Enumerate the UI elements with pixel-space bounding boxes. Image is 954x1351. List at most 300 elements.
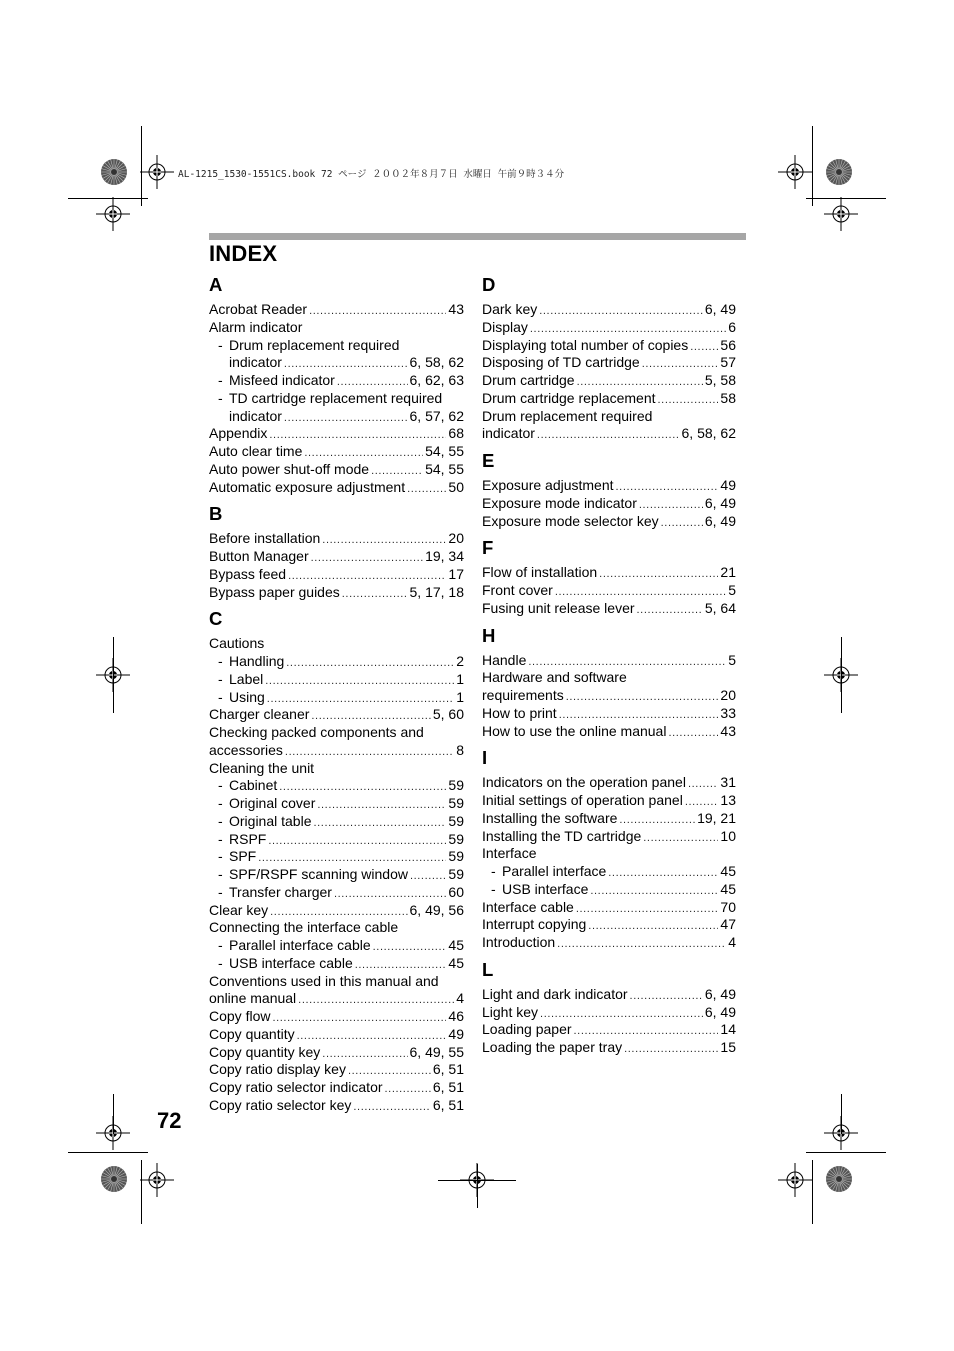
index-section: [209, 607, 464, 1114]
leader-dots: [624, 1041, 718, 1059]
index-entry: [482, 652, 736, 670]
entry-label: SPF/RSPF scanning window: [229, 866, 408, 882]
entry-label: Flow of installation: [482, 564, 598, 581]
registration-crosshair-icon: [140, 155, 174, 189]
index-entry: [209, 724, 464, 742]
entry-label: Transfer charger: [229, 883, 332, 900]
entry-label: Alarm indicator: [209, 318, 303, 335]
page-number: 72: [157, 1108, 182, 1133]
crop-line: [438, 1180, 516, 1181]
entry-label: Exposure mode indicator: [482, 494, 637, 511]
entry-label: Front cover: [482, 582, 553, 598]
index-entry: [209, 461, 464, 479]
entry-label: TD cartridge replacement required: [229, 389, 443, 406]
entry-label: Using: [229, 688, 265, 705]
index-entry: [209, 530, 464, 548]
index-subentry: [209, 813, 464, 831]
entry-label: Charger cleaner: [209, 706, 310, 723]
entry-label: Copy quantity: [209, 1025, 295, 1042]
index-subentry: [209, 831, 464, 849]
section-letter: E: [482, 450, 495, 471]
index-section: [209, 273, 464, 496]
index-subentry: [482, 881, 736, 899]
index-entry: [209, 479, 464, 497]
entry-dash: -: [218, 372, 223, 388]
leader-dots: [353, 1099, 430, 1117]
leader-dots: [688, 776, 718, 794]
index-entry: [209, 1097, 464, 1115]
index-section: [209, 502, 464, 601]
entry-pages: 57: [720, 354, 736, 371]
registration-crosshair-icon: [778, 155, 812, 189]
entry-pages: 20: [720, 687, 736, 703]
crop-line: [141, 126, 142, 206]
crop-line: [68, 198, 148, 199]
index-entry: [482, 390, 736, 408]
section-letter: B: [209, 503, 223, 525]
entry-pages: 59: [448, 866, 464, 882]
entry-label: Handle: [482, 651, 527, 668]
entry-label: Copy quantity key: [209, 1043, 321, 1060]
entry-pages: 6, 49: [704, 1003, 736, 1020]
entry-pages: 6, 51: [432, 1079, 464, 1095]
index-entry: [482, 582, 736, 600]
page-title: INDEX: [209, 241, 278, 266]
index-entry: [209, 990, 464, 1008]
index-subentry: [209, 777, 464, 795]
index-entry: [209, 1008, 464, 1026]
entry-label: Interface cable: [482, 898, 574, 915]
index-section: [482, 536, 736, 617]
entry-pages: 47: [720, 916, 736, 933]
entry-pages: 49: [448, 1025, 464, 1042]
index-entry: [482, 986, 736, 1004]
index-entry: [482, 600, 736, 618]
entry-dash: -: [218, 848, 223, 865]
index-subentry: [209, 390, 464, 408]
leader-dots: [630, 988, 703, 1006]
entry-pages: 46: [448, 1008, 464, 1024]
entry-label: Acrobat Reader: [209, 301, 308, 317]
entry-label: Cautions: [209, 635, 265, 652]
index-entry: [482, 687, 736, 705]
registration-starburst-icon: [100, 1165, 128, 1193]
registration-crosshair-icon: [778, 1163, 812, 1197]
entry-label: Introduction: [482, 934, 556, 950]
entry-label: Initial settings of operation panel: [482, 792, 683, 808]
entry-label: How to print: [482, 704, 557, 721]
entry-label: Cabinet: [229, 777, 278, 794]
index-subentry: [209, 866, 464, 884]
index-entry: [209, 1061, 464, 1079]
crop-line: [806, 198, 886, 199]
index-entry: [209, 566, 464, 584]
leader-dots: [268, 833, 446, 851]
leader-dots: [690, 339, 718, 357]
entry-label: accessories: [209, 741, 283, 758]
entry-pages: 6, 51: [432, 1061, 464, 1078]
entry-dash: -: [218, 795, 223, 811]
crop-line: [812, 126, 813, 206]
crop-line: [806, 1152, 886, 1153]
leader-dots: [576, 901, 719, 919]
entry-label: Copy ratio selector key: [209, 1096, 352, 1113]
leader-dots: [661, 515, 703, 533]
entry-label: Dark key: [482, 301, 538, 317]
index-entry: [209, 425, 464, 443]
entry-pages: 17: [448, 565, 464, 582]
index-entry: [482, 934, 736, 952]
entry-pages: 54, 55: [425, 443, 464, 459]
index-entry: [209, 760, 464, 778]
index-subentry: [209, 689, 464, 707]
entry-pages: 58: [720, 389, 736, 406]
entry-label: Original table: [229, 812, 312, 829]
entry-label: requirements: [482, 687, 564, 703]
entry-pages: 19, 21: [697, 809, 736, 826]
index-entry: [482, 1004, 736, 1022]
leader-dots: [643, 830, 718, 848]
index-entry: [482, 828, 736, 846]
entry-label: Checking packed components and: [209, 724, 424, 740]
entry-label: Fusing unit release lever: [482, 599, 635, 616]
entry-label: Indicators on the operation panel: [482, 774, 686, 791]
entry-pages: 1: [456, 688, 464, 705]
section-letter: A: [209, 274, 223, 295]
entry-label: indicator: [482, 425, 535, 442]
title-rule: [209, 233, 746, 240]
index-entry: [482, 1021, 736, 1039]
entry-label: Displaying total number of copies: [482, 336, 689, 353]
entry-pages: 1: [456, 670, 464, 687]
leader-dots: [668, 725, 718, 743]
leader-dots: [317, 797, 446, 815]
index-subentry: [482, 863, 736, 881]
index-entry: [482, 319, 736, 337]
entry-pages: 60: [448, 883, 464, 900]
index-subentry: [209, 795, 464, 813]
index-entry: [482, 845, 736, 863]
index-entry: [482, 669, 736, 687]
leader-dots: [590, 883, 718, 901]
index-entry: [482, 477, 736, 495]
entry-pages: 43: [448, 301, 464, 317]
entry-pages: 50: [448, 478, 464, 495]
entry-dash: -: [218, 812, 223, 829]
entry-label: Clear key: [209, 901, 269, 918]
leader-dots: [407, 481, 446, 499]
entry-label: Parallel interface cable: [229, 937, 371, 953]
index-entry: [209, 319, 464, 337]
entry-dash: -: [218, 336, 223, 353]
leader-dots: [608, 865, 718, 883]
leader-dots: [566, 689, 719, 707]
registration-starburst-icon: [825, 1165, 853, 1193]
entry-pages: 33: [720, 704, 736, 721]
entry-label: Original cover: [229, 795, 316, 811]
entry-label: Bypass paper guides: [209, 583, 340, 600]
index-section: [482, 624, 736, 741]
entry-label: Bypass feed: [209, 565, 287, 582]
entry-pages: 45: [448, 954, 464, 971]
index-subentry: [209, 671, 464, 689]
leader-dots: [410, 868, 446, 886]
index-entry: [209, 584, 464, 602]
entry-label: Parallel interface: [502, 863, 607, 879]
entry-label: Copy flow: [209, 1008, 271, 1024]
leader-dots: [637, 602, 703, 620]
index-entry: [209, 1044, 464, 1062]
entry-pages: 2: [456, 653, 464, 669]
entry-label: How to use the online manual: [482, 722, 667, 739]
index-entry: [482, 301, 736, 319]
crop-line: [841, 1094, 842, 1134]
entry-pages: 21: [720, 564, 736, 581]
entry-label: Exposure adjustment: [482, 477, 614, 493]
entry-dash: -: [218, 688, 223, 705]
index-section: [482, 273, 736, 443]
entry-pages: 8: [456, 741, 464, 758]
entry-pages: 13: [720, 792, 736, 808]
entry-pages: 6, 49: [704, 494, 736, 511]
entry-pages: 6, 51: [432, 1096, 464, 1113]
entry-label: indicator: [229, 354, 282, 371]
entry-pages: 45: [448, 937, 464, 953]
index-entry: [209, 919, 464, 937]
index-entry: [482, 810, 736, 828]
entry-label: Installing the TD cartridge: [482, 827, 642, 844]
registration-crosshair-icon: [140, 1163, 174, 1197]
crop-line: [812, 1160, 813, 1224]
index-entry: [209, 706, 464, 724]
index-entry: [482, 899, 736, 917]
entry-dash: -: [218, 653, 223, 669]
entry-label: Loading paper: [482, 1021, 572, 1038]
section-letter: C: [209, 608, 223, 630]
section-letter: H: [482, 624, 496, 646]
index-section: [482, 449, 736, 530]
leader-dots: [284, 410, 408, 428]
entry-pages: 59: [448, 777, 464, 794]
entry-label: Interface: [482, 845, 537, 862]
entry-label: SPF: [229, 848, 257, 865]
leader-dots: [658, 392, 719, 410]
index-entry: [209, 443, 464, 461]
entry-pages: 6, 49, 56: [409, 901, 464, 918]
entry-pages: 59: [448, 812, 464, 829]
entry-pages: 5: [728, 582, 736, 598]
index-entry: [482, 425, 736, 443]
index-entry: [209, 354, 464, 372]
leader-dots: [373, 939, 447, 957]
entry-label: Misfeed indicator: [229, 372, 335, 388]
index-entry: [482, 354, 736, 372]
index-entry: [482, 564, 736, 582]
entry-dash: -: [218, 830, 223, 847]
entry-label: USB interface: [502, 880, 589, 897]
entry-pages: 6, 58, 62: [681, 425, 736, 442]
entry-pages: 4: [728, 934, 736, 950]
index-column-left: [209, 273, 464, 1121]
index-entry: [482, 792, 736, 810]
registration-starburst-icon: [100, 158, 128, 186]
crop-line: [841, 637, 842, 713]
index-subentry: [209, 848, 464, 866]
entry-label: Handling: [229, 653, 285, 669]
entry-pages: 20: [448, 530, 464, 547]
index-entry: [209, 635, 464, 653]
entry-pages: 59: [448, 848, 464, 865]
leader-dots: [265, 673, 454, 691]
entry-dash: -: [218, 389, 223, 406]
entry-label: Interrupt copying: [482, 916, 587, 933]
index-section: [482, 746, 736, 952]
section-letter: I: [482, 747, 488, 769]
entry-dash: -: [218, 954, 223, 971]
index-entry: [209, 902, 464, 920]
entry-label: Copy ratio selector indicator: [209, 1079, 383, 1095]
entry-pages: 5, 64: [704, 599, 736, 616]
index-entry: [482, 916, 736, 934]
index-entry: [482, 495, 736, 513]
index-subentry: [209, 372, 464, 390]
index-subentry: [209, 884, 464, 902]
entry-pages: 70: [720, 898, 736, 915]
entry-label: Drum replacement required: [482, 407, 653, 424]
index-subentry: [209, 337, 464, 355]
index-entry: [209, 973, 464, 991]
leader-dots: [311, 550, 423, 568]
entry-label: Appendix: [209, 425, 268, 442]
entry-pages: 59: [448, 795, 464, 811]
entry-pages: 6, 49: [704, 512, 736, 529]
entry-dash: -: [218, 777, 223, 794]
leader-dots: [314, 815, 447, 833]
index-entry: [209, 742, 464, 760]
entry-label: Before installation: [209, 530, 321, 547]
registration-crosshair-icon: [96, 197, 130, 231]
entry-pages: 14: [720, 1021, 736, 1038]
entry-label: Hardware and software: [482, 669, 627, 686]
entry-pages: 6, 57, 62: [409, 407, 464, 424]
entry-label: Light key: [482, 1003, 539, 1020]
leader-dots: [588, 918, 718, 936]
entry-label: Automatic exposure adjustment: [209, 478, 406, 495]
index-subentry: [209, 937, 464, 955]
entry-label: Loading the paper tray: [482, 1039, 623, 1055]
entry-pages: 10: [720, 827, 736, 844]
entry-pages: 6, 62, 63: [409, 372, 464, 388]
entry-label: Button Manager: [209, 548, 309, 564]
leader-dots: [537, 427, 680, 445]
entry-label: Copy ratio display key: [209, 1061, 346, 1078]
entry-label: online manual: [209, 990, 297, 1007]
entry-label: Auto power shut-off mode: [209, 460, 370, 477]
entry-pages: 5, 58: [704, 372, 736, 388]
entry-dash: -: [218, 866, 223, 882]
index-subentry: [209, 653, 464, 671]
leader-dots: [272, 1010, 446, 1028]
entry-pages: 68: [448, 425, 464, 442]
index-entry: [482, 723, 736, 741]
index-entry: [482, 408, 736, 426]
entry-label: Drum cartridge: [482, 372, 575, 388]
index-entry: [209, 408, 464, 426]
entry-pages: 5, 60: [432, 706, 464, 723]
entry-label: Connecting the interface cable: [209, 919, 399, 936]
entry-pages: 6, 49, 55: [409, 1043, 464, 1060]
leader-dots: [286, 655, 454, 673]
registration-crosshair-icon: [824, 197, 858, 231]
leader-dots: [385, 1081, 431, 1099]
index-entry: [482, 705, 736, 723]
entry-label: Cleaning the unit: [209, 759, 315, 776]
entry-pages: 19, 34: [425, 548, 464, 564]
entry-pages: 4: [456, 990, 464, 1007]
crop-line: [68, 1152, 148, 1153]
entry-pages: 49: [720, 477, 736, 493]
entry-dash: -: [218, 937, 223, 953]
entry-label: Disposing of TD cartridge: [482, 354, 640, 371]
entry-label: RSPF: [229, 830, 267, 847]
crop-line: [477, 1164, 478, 1208]
index-entry: [209, 301, 464, 319]
entry-pages: 5: [728, 651, 736, 668]
section-letter: D: [482, 274, 496, 295]
index-column-right: [482, 273, 736, 1063]
index-entry: [209, 548, 464, 566]
leader-dots: [557, 936, 726, 954]
entry-pages: 56: [720, 336, 736, 353]
index-entry: [482, 774, 736, 792]
index-entry: [482, 1039, 736, 1057]
index-entry: [482, 372, 736, 390]
crop-line: [113, 1094, 114, 1134]
entry-pages: 5, 17, 18: [409, 583, 464, 600]
entry-pages: 6, 49: [704, 301, 736, 317]
leader-dots: [309, 303, 446, 321]
index-entry: [482, 337, 736, 355]
crop-line: [141, 1160, 142, 1224]
entry-label: Conventions used in this manual and: [209, 972, 439, 989]
entry-label: Label: [229, 670, 264, 687]
entry-pages: 6, 58, 62: [409, 354, 464, 371]
crop-line: [113, 637, 114, 713]
entry-label: Auto clear time: [209, 443, 303, 459]
leader-dots: [298, 992, 454, 1010]
index-entry: [209, 1079, 464, 1097]
entry-pages: 15: [720, 1039, 736, 1055]
entry-pages: 6, 49: [704, 985, 736, 1002]
leader-dots: [342, 586, 408, 604]
leader-dots: [599, 566, 718, 584]
leader-dots: [539, 303, 703, 321]
entry-pages: 54, 55: [425, 460, 464, 477]
entry-label: indicator: [229, 407, 282, 424]
entry-pages: 45: [720, 880, 736, 897]
print-header: AL-1215_1530-1551CS.book 72 ページ ２００２年８月７日 水曜日 午前９時３４分: [178, 169, 565, 180]
index-entry: [209, 1026, 464, 1044]
registration-starburst-icon: [825, 158, 853, 186]
entry-label: Drum cartridge replacement: [482, 389, 656, 406]
entry-label: Display: [482, 318, 528, 335]
entry-pages: 6: [728, 318, 736, 335]
entry-dash: -: [218, 883, 223, 900]
entry-label: USB interface cable: [229, 954, 353, 971]
entry-pages: 43: [720, 722, 736, 739]
entry-dash: -: [491, 880, 496, 897]
index-section: [482, 958, 736, 1057]
